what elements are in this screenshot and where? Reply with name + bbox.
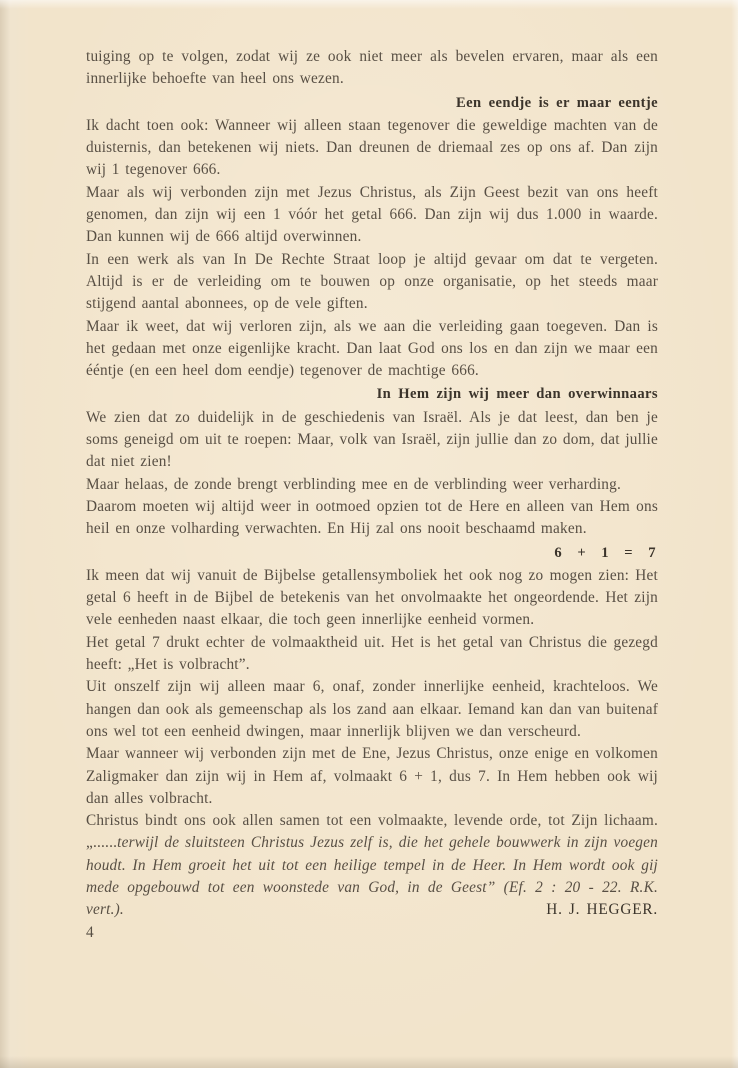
- text-segment-roman: Christus bindt ons ook allen samen tot een volmaakte, levende orde, tot Zijn lichaam. „......: [86, 812, 658, 852]
- section-heading: Een eendje is er maar eentje: [456, 94, 658, 111]
- page-number: 4: [86, 923, 94, 941]
- text-segment-italic: terwijl de sluitsteen Christus Jezus zelf is, die het gehele bouwwerk in zijn voegen houdt. In Hem groeit het uit tot een heilige tempel in de Heer. In Hem wordt ook gij mede opgebouwd tot een woonstede van God, in de Geest” (Ef. 2 : 20 - 22. R.K. vert.).: [86, 834, 658, 919]
- paragraph: Het getal 7 drukt echter de volmaaktheid uit. Het is het getal van Christus die gezegd heeft: „Het is volbracht”.: [86, 633, 658, 674]
- paragraph: Maar als wij verbonden zijn met Jezus Christus, als Zijn Geest bezit van ons heeft genomen, dan zijn wij een 1 vóór het getal 666. Dan zijn wij dus 1.000 in waarde. Dan kunnen wij de 666 altijd overwinnen.: [86, 183, 658, 246]
- section-heading: In Hem zijn wij meer dan overwinnaars: [376, 386, 658, 403]
- paragraph: Ik dacht toen ook: Wanneer wij alleen staan tegenover die geweldige machten van de duisternis, dan betekenen wij niets. Dan dreunen de driemaal zes op ons af. Dan zijn wij 1 tegenover 666.: [86, 116, 658, 179]
- paragraph: Ik meen dat wij vanuit de Bijbelse getallensymboliek het ook nog zo mogen zien: Het getal 6 heeft in de Bijbel de betekenis van het onvolmaakte het ongeordende. Het zijn vele eenheden naast elkaar, die toch geen innerlijke eenheid vormen.: [86, 566, 658, 629]
- paragraph: In een werk als van In De Rechte Straat loop je altijd gevaar om dat te vergeten. Altijd is er de verleiding om te bouwen op onze organisatie, op het steeds maar stijgend aantal abonnees, op de vele giften.: [86, 250, 658, 313]
- paragraph: Uit onszelf zijn wij alleen maar 6, onaf, zonder innerlijke eenheid, krachteloos. We hangen dan ook als gemeenschap als los zand aan elkaar. Iemand kan dan van buitenaf ons wel tot een eenheid dwingen, maar innerlijk blijven we dan verscheurd.: [86, 678, 658, 740]
- paragraph: Maar helaas, de zonde brengt verblinding mee en de verblinding weer verharding.: [86, 475, 622, 493]
- paragraph: Daarom moeten wij altijd weer in ootmoed opzien tot de Here en alleen van Hem ons heil en onze volharding verwachten. En Hij zal ons nooit beschaamd maken.: [86, 497, 658, 538]
- text-column: [86, 46, 658, 944]
- paragraph: tuiging op te volgen, zodat wij ze ook niet meer als bevelen ervaren, maar als een innerlijke behoefte van heel ons wezen.: [86, 48, 658, 88]
- paragraph: Maar wanneer wij verbonden zijn met de Ene, Jezus Christus, onze enige en volkomen Zaligmaker dan zijn wij in Hem af, volmaakt 6 + 1, dus 7. In Hem hebben ook wij dan alles volbracht.: [86, 745, 658, 807]
- paragraph: We zien dat zo duidelijk in de geschiedenis van Israël. Als je dat leest, dan ben je soms geneigd om uit te roepen: Maar, volk van Israël, zijn jullie dan zo dom, dat jullie dat niet zien!: [86, 408, 658, 471]
- section-heading: 6 + 1 = 7: [554, 544, 658, 561]
- paragraph: Maar ik weet, dat wij verloren zijn, als we aan die verleiding gaan toegeven. Dan is het gedaan met onze eigenlijke kracht. Dan laat God ons los en dan zijn we maar een ééntje (en een heel dom eendje) tegenover de machtige 666.: [86, 317, 658, 380]
- author-signature: H. J. HEGGER.: [546, 901, 658, 919]
- closing-paragraph: [86, 810, 658, 921]
